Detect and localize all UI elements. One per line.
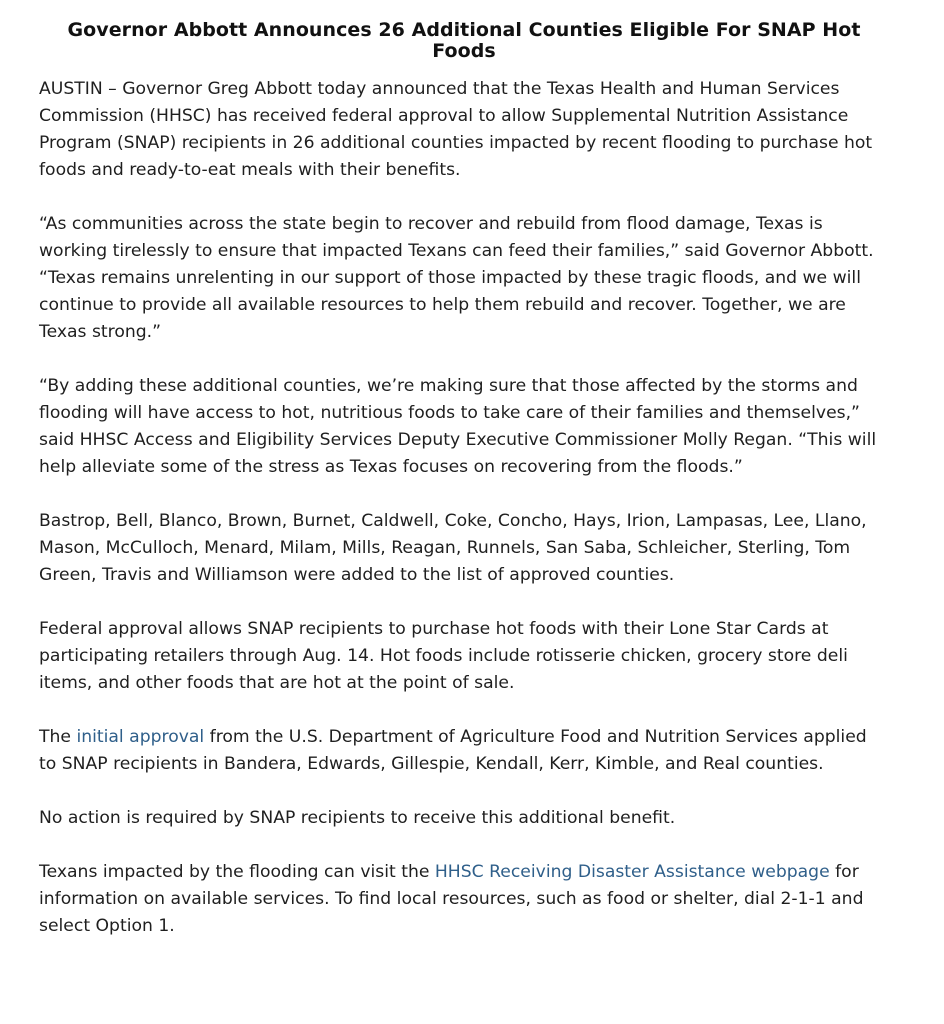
disaster-assistance-text-before: Texans impacted by the flooding can visit the <box>39 862 435 882</box>
article-title: Governor Abbott Announces 26 Additional Counties Eligible For SNAP Hot Foods <box>67 19 861 62</box>
disaster-assistance-text-after: for information on available services. To find local resources, such as food or shelter, dial 2-1-1 and select Option 1. <box>39 862 864 936</box>
paragraph-governor-quote: “As communities across the state begin to recover and rebuild from flood damage, Texas is working tirelessly to ensure that impacted Texans can feed their families,” said Governor Abbott. “Texas remains unrelenting in our support of those impacted by these tragic floods, and we will continue to provide all available resources to help them rebuild and recover. Together, we are Texas strong.” <box>39 214 874 342</box>
press-release-article <box>39 20 889 967</box>
initial-approval-link[interactable]: initial approval <box>76 727 205 747</box>
initial-approval-text-after: from the U.S. Department of Agriculture Food and Nutrition Services applied to SNAP recipients in Bandera, Edwards, Gillespie, Kendall, Kerr, Kimble, and Real counties. <box>39 727 867 774</box>
paragraph-no-action: No action is required by SNAP recipients to receive this additional benefit. <box>39 808 676 828</box>
paragraph-disaster-assistance <box>39 859 889 940</box>
paragraph-initial-approval <box>39 724 889 778</box>
initial-approval-text-before: The <box>39 727 77 747</box>
disaster-assistance-webpage-link[interactable]: HHSC Receiving Disaster Assistance webpage <box>434 862 830 882</box>
paragraph-commissioner-quote: “By adding these additional counties, we’re making sure that those affected by the storms and flooding will have access to hot, nutritious foods to take care of their families and themselves,” said HHSC Access and Eligibility Services Deputy Executive Commissioner Molly Regan. “This will help alleviate some of the stress as Texas focuses on recovering from the floods.” <box>39 376 877 477</box>
paragraph-intro: AUSTIN – Governor Greg Abbott today announced that the Texas Health and Human Services Commission (HHSC) has received federal approval to allow Supplemental Nutrition Assistance Program (SNAP) recipients in 26 additional counties impacted by recent flooding to purchase hot foods and ready-to-eat meals with their benefits. <box>39 79 873 180</box>
paragraph-county-list: Bastrop, Bell, Blanco, Brown, Burnet, Caldwell, Coke, Concho, Hays, Irion, Lampasas, Lee, Llano, Mason, McCulloch, Menard, Milam, Mills, Reagan, Runnels, San Saba, Schleicher, Sterling, Tom Green, Travis and Williamson were added to the list of approved counties. <box>39 511 867 585</box>
paragraph-federal-approval: Federal approval allows SNAP recipients to purchase hot foods with their Lone Star Cards at participating retailers through Aug. 14. Hot foods include rotisserie chicken, grocery store deli items, and other foods that are hot at the point of sale. <box>39 619 848 693</box>
